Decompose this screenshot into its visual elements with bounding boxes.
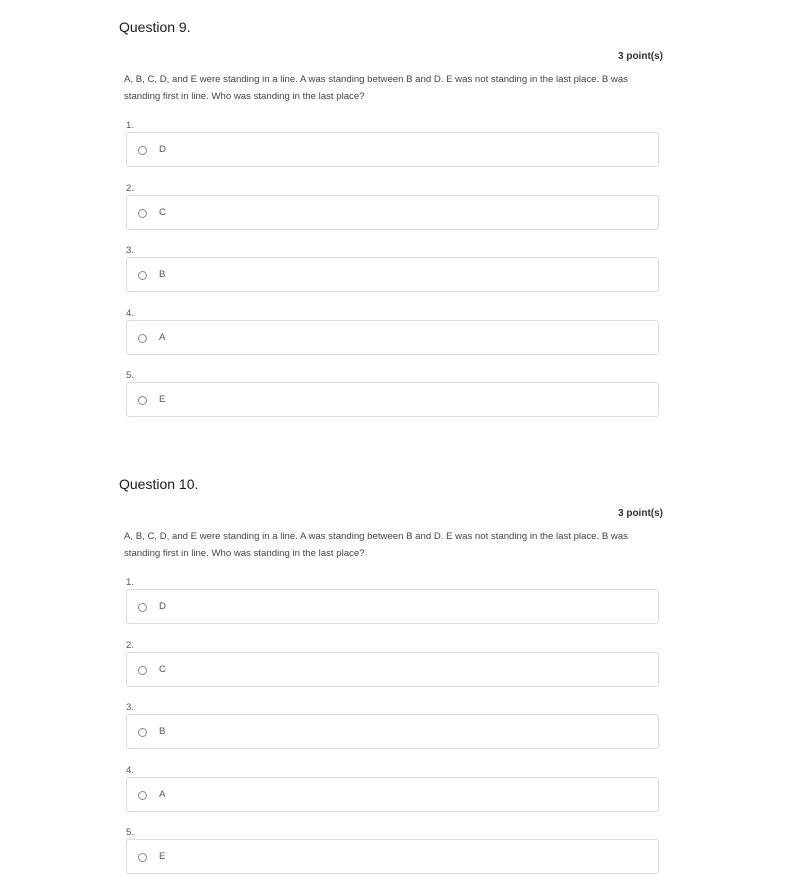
option-number: 5. [126, 827, 135, 839]
option-label: B [159, 726, 166, 738]
option-item [126, 245, 662, 308]
question-text: A, B, C, D, and E were standing in a line. A was standing between B and D. E was not standing in the last place. B was standing first in line. Who was standing in the last place? [124, 74, 628, 102]
option-label: A [159, 788, 166, 800]
option-item [126, 370, 662, 433]
option-choice[interactable] [126, 777, 659, 812]
radio-icon[interactable] [138, 791, 147, 800]
option-number: 5. [126, 370, 135, 382]
option-number: 4. [126, 764, 135, 776]
radio-icon[interactable] [138, 603, 147, 612]
option-label: C [159, 663, 166, 675]
question-title: Question 9. [119, 19, 191, 35]
option-item [126, 308, 662, 371]
option-item [126, 827, 662, 890]
radio-icon[interactable] [138, 666, 147, 675]
option-label: E [159, 394, 166, 406]
option-number: 3. [126, 245, 135, 257]
radio-icon[interactable] [138, 271, 147, 280]
radio-icon[interactable] [138, 334, 147, 343]
option-item [126, 640, 662, 703]
option-label: D [159, 144, 166, 155]
radio-icon[interactable] [138, 396, 147, 405]
option-label: B [159, 269, 166, 281]
question-points: 3 point(s) [618, 51, 663, 62]
radio-icon[interactable] [138, 853, 147, 862]
option-label: A [159, 331, 166, 343]
option-label: D [159, 601, 166, 612]
option-choice[interactable] [126, 257, 659, 292]
option-number: 1. [126, 577, 135, 588]
option-number: 4. [126, 307, 135, 319]
option-choice[interactable] [126, 839, 659, 874]
option-number: 2. [126, 182, 135, 194]
option-choice[interactable] [126, 195, 659, 230]
option-item [126, 702, 662, 765]
options-list [126, 577, 662, 890]
options-list [126, 120, 662, 433]
option-choice[interactable] [126, 589, 659, 624]
option-label: E [159, 851, 166, 863]
option-item [126, 765, 662, 828]
radio-icon[interactable] [138, 146, 147, 155]
option-choice[interactable] [126, 132, 659, 167]
option-item [126, 577, 662, 640]
option-number: 2. [126, 639, 135, 651]
option-item [126, 183, 662, 246]
option-item [126, 120, 662, 183]
option-choice[interactable] [126, 714, 659, 749]
option-choice[interactable] [126, 382, 659, 417]
option-choice[interactable] [126, 652, 659, 687]
radio-icon[interactable] [138, 728, 147, 737]
question-title: Question 10. [119, 476, 199, 492]
option-number: 1. [126, 120, 135, 131]
question-points: 3 point(s) [618, 508, 663, 519]
option-label: C [159, 206, 166, 218]
radio-icon[interactable] [138, 209, 147, 218]
option-choice[interactable] [126, 320, 659, 355]
option-number: 3. [126, 702, 135, 714]
question-text: A, B, C, D, and E were standing in a line. A was standing between B and D. E was not standing in the last place. B was standing first in line. Who was standing in the last place? [124, 531, 628, 559]
